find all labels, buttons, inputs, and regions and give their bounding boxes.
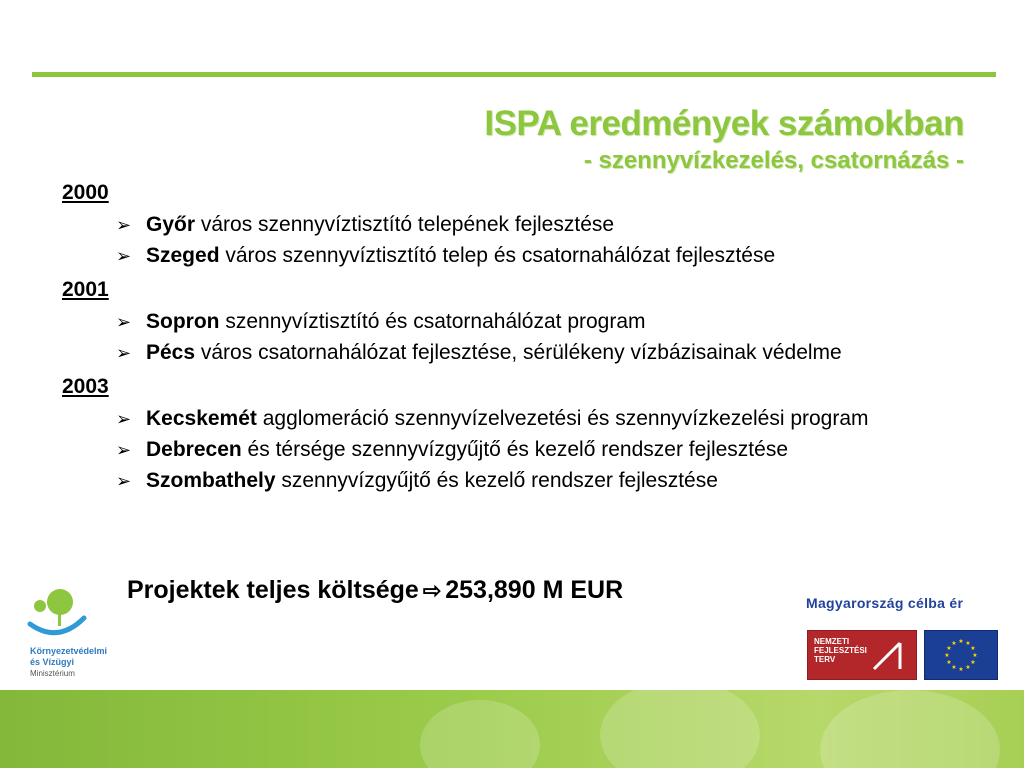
city-name: Kecskemét — [146, 407, 257, 430]
slide-title — [484, 104, 964, 176]
item-text: város szennyvíztisztító telepének fejlesztése — [195, 213, 615, 236]
ministry-line: és Vízügyi — [30, 657, 75, 667]
ministry-name — [30, 646, 107, 679]
nft-line: TERV — [814, 655, 836, 664]
project-list — [62, 407, 964, 493]
item-text: város csatornahálózat fejlesztése, sérülékeny vízbázisainak védelme — [195, 341, 842, 364]
nft-text — [814, 637, 867, 664]
year-heading: 2000 — [62, 181, 109, 204]
leaf-decoration — [820, 690, 1000, 768]
city-name: Győr — [146, 213, 196, 236]
arrow-bullet-icon: ➢ — [116, 440, 132, 460]
city-name: Debrecen — [146, 438, 242, 461]
list-item — [62, 244, 964, 268]
svg-text:★: ★ — [958, 666, 964, 673]
list-item — [62, 310, 964, 334]
project-list — [62, 310, 964, 365]
list-item — [62, 407, 964, 431]
arrow-bullet-icon: ➢ — [116, 343, 132, 363]
leaf-decoration — [420, 700, 540, 768]
arrow-bullet-icon: ➢ — [116, 215, 132, 235]
nft-logo — [807, 630, 917, 680]
title-subtitle: - szennyvízkezelés, csatornázás - — [583, 147, 964, 174]
svg-text:★: ★ — [958, 638, 964, 645]
eu-stars-icon — [925, 631, 997, 679]
item-text: agglomeráció szennyvízelvezetési és szennyvízkezelési program — [256, 407, 869, 430]
item-text: szennyvíztisztító és csatornahálózat program — [219, 310, 646, 333]
arrow-bullet-icon: ➢ — [116, 471, 132, 491]
svg-text:★: ★ — [965, 664, 971, 671]
svg-text:★: ★ — [965, 640, 971, 647]
cost-label: Projektek teljes költsége — [127, 576, 419, 604]
slogan: Magyarország célba ér — [806, 595, 964, 611]
svg-text:★: ★ — [970, 659, 976, 666]
content-list — [62, 178, 964, 500]
city-name: Szombathely — [146, 469, 276, 492]
item-text: város szennyvíztisztító telep és csatornahálózat fejlesztése — [219, 244, 776, 267]
list-item — [62, 341, 964, 365]
nft-line: FEJLESZTÉSI — [814, 646, 867, 655]
city-name: Pécs — [146, 341, 196, 364]
project-list — [62, 213, 964, 268]
year-heading: 2003 — [62, 375, 109, 398]
list-item — [62, 213, 964, 237]
item-text: szennyvízgyűjtő és kezelő rendszer fejlesztése — [275, 469, 718, 492]
list-item — [62, 438, 964, 462]
nft-arrow-icon — [870, 639, 910, 671]
svg-text:★: ★ — [946, 645, 952, 652]
svg-text:★: ★ — [946, 659, 952, 666]
ministry-line: Környezetvédelmi — [30, 646, 108, 656]
cost-value: 253,890 M EUR — [445, 576, 624, 604]
nft-line: NEMZETI — [814, 637, 850, 646]
year-heading: 2001 — [62, 278, 109, 301]
arrow-bullet-icon: ➢ — [116, 312, 132, 332]
svg-text:★: ★ — [951, 664, 957, 671]
city-name: Szeged — [146, 244, 220, 267]
svg-text:★: ★ — [972, 652, 978, 659]
eu-flag-icon — [924, 630, 998, 680]
arrow-bullet-icon: ➢ — [116, 409, 132, 429]
city-name: Sopron — [146, 310, 220, 333]
svg-text:★: ★ — [944, 652, 950, 659]
title-main: ISPA eredmények számokban — [484, 104, 964, 143]
arrow-bullet-icon: ➢ — [116, 246, 132, 266]
leaf-decoration — [600, 690, 760, 768]
ministry-line: Minisztérium — [30, 669, 75, 678]
top-divider — [32, 72, 996, 77]
list-item — [62, 469, 964, 493]
bottom-green-band — [0, 690, 1024, 768]
right-arrow-icon: ⇨ — [422, 578, 442, 603]
svg-text:★: ★ — [970, 645, 976, 652]
item-text: és térsége szennyvízgyűjtő és kezelő rendszer fejlesztése — [241, 438, 788, 461]
svg-text:★: ★ — [951, 640, 957, 647]
total-cost — [127, 576, 623, 605]
